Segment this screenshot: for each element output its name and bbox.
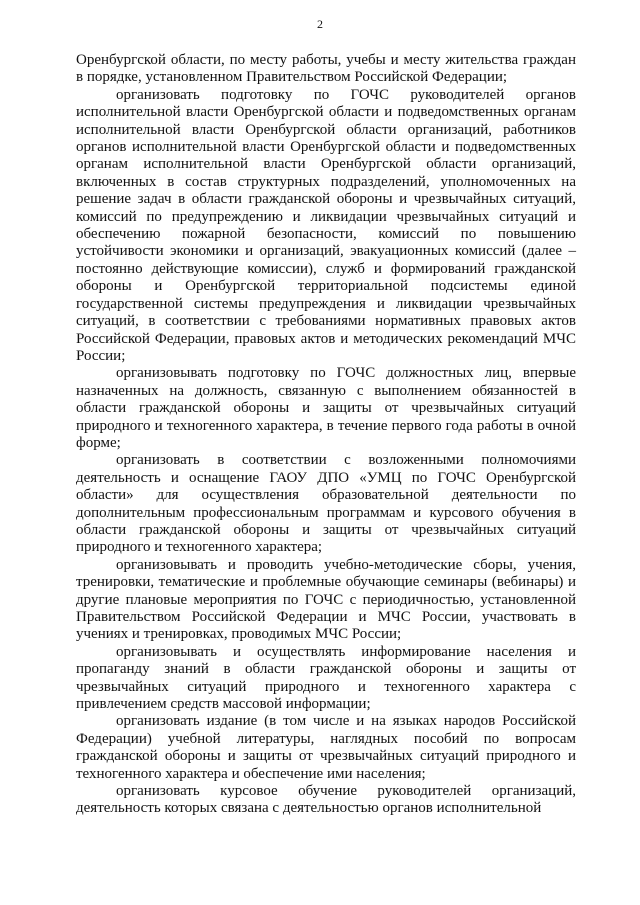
paragraph-exercises-seminars: организовывать и проводить учебно-методические сборы, учения, тренировки, тематические и проблемные обучающие семинары (вебинары) и другие плановые мероприятия по ГОЧС с периодичностью, установленной Правительством Российской Федерации и МЧС России, участвовать в учениях и тренировках, проводимых МЧС России; <box>76 556 576 643</box>
document-body <box>76 52 576 818</box>
page-number: 2 <box>317 17 323 31</box>
paragraph-continuation: Оренбургской области, по месту работы, учебы и месту жительства граждан в порядке, установленном Правительством Российской Федерации; <box>76 52 576 86</box>
paragraph-training-center: организовать в соответствии с возложенными полномочиями деятельность и оснащение ГАОУ ДПО «УМЦ по ГОЧС Оренбургской области» для осуществления образовательной деятельности по дополнительным профессиональным программам и курсового обучения в области гражданской обороны и защиты от чрезвычайных ситуаций природного и техногенного характера; <box>76 452 576 556</box>
paragraph-course-training: организовать курсовое обучение руководителей организаций, деятельность которых связана с деятельностью органов исполнительной <box>76 783 576 817</box>
paragraph-training-new-officials: организовывать подготовку по ГОЧС должностных лиц, впервые назначенных на должность, связанную с выполнением обязанностей в области гражданской обороны и защиты от чрезвычайных ситуаций природного и техногенного характера, в течение первого года работы в очной форме; <box>76 365 576 451</box>
paragraph-public-information: организовывать и осуществлять информирование населения и пропаганду знаний в области гражданской обороны и защиты от чрезвычайных ситуаций природного и техногенного характера с привлечением средств массовой информации; <box>76 643 576 713</box>
paragraph-training-executives: организовать подготовку по ГОЧС руководителей органов исполнительной власти Оренбургской области и подведомственных органам исполнительной власти Оренбургской области организаций, работников органов исполнительной власти Оренбургской области и подведомственных органам исполнительной власти Оренбургской области организаций, включенных в состав структурных подразделений, уполномоченных на решение задач в области гражданской обороны и чрезвычайных ситуаций, комиссий по предупреждению и ликвидации чрезвычайных ситуаций и обеспечению пожарной безопасности, комиссий по повышению устойчивости экономики и организаций, эвакуационных комиссий (далее – постоянно действующие комиссии), служб и формирований гражданской обороны и Оренбургской территориальной подсистемы единой государственной системы предупреждения и ликвидации чрезвычайных ситуаций, в соответствии с требованиями нормативных правовых актов Российской Федерации, правовых актов и методических рекомендаций МЧС России; <box>76 86 576 364</box>
paragraph-literature-publishing: организовать издание (в том числе и на языках народов Российской Федерации) учебной литературы, наглядных пособий по вопросам гражданской обороны и защиты от чрезвычайных ситуаций природного и техногенного характера и обеспечение ими населения; <box>76 713 576 782</box>
